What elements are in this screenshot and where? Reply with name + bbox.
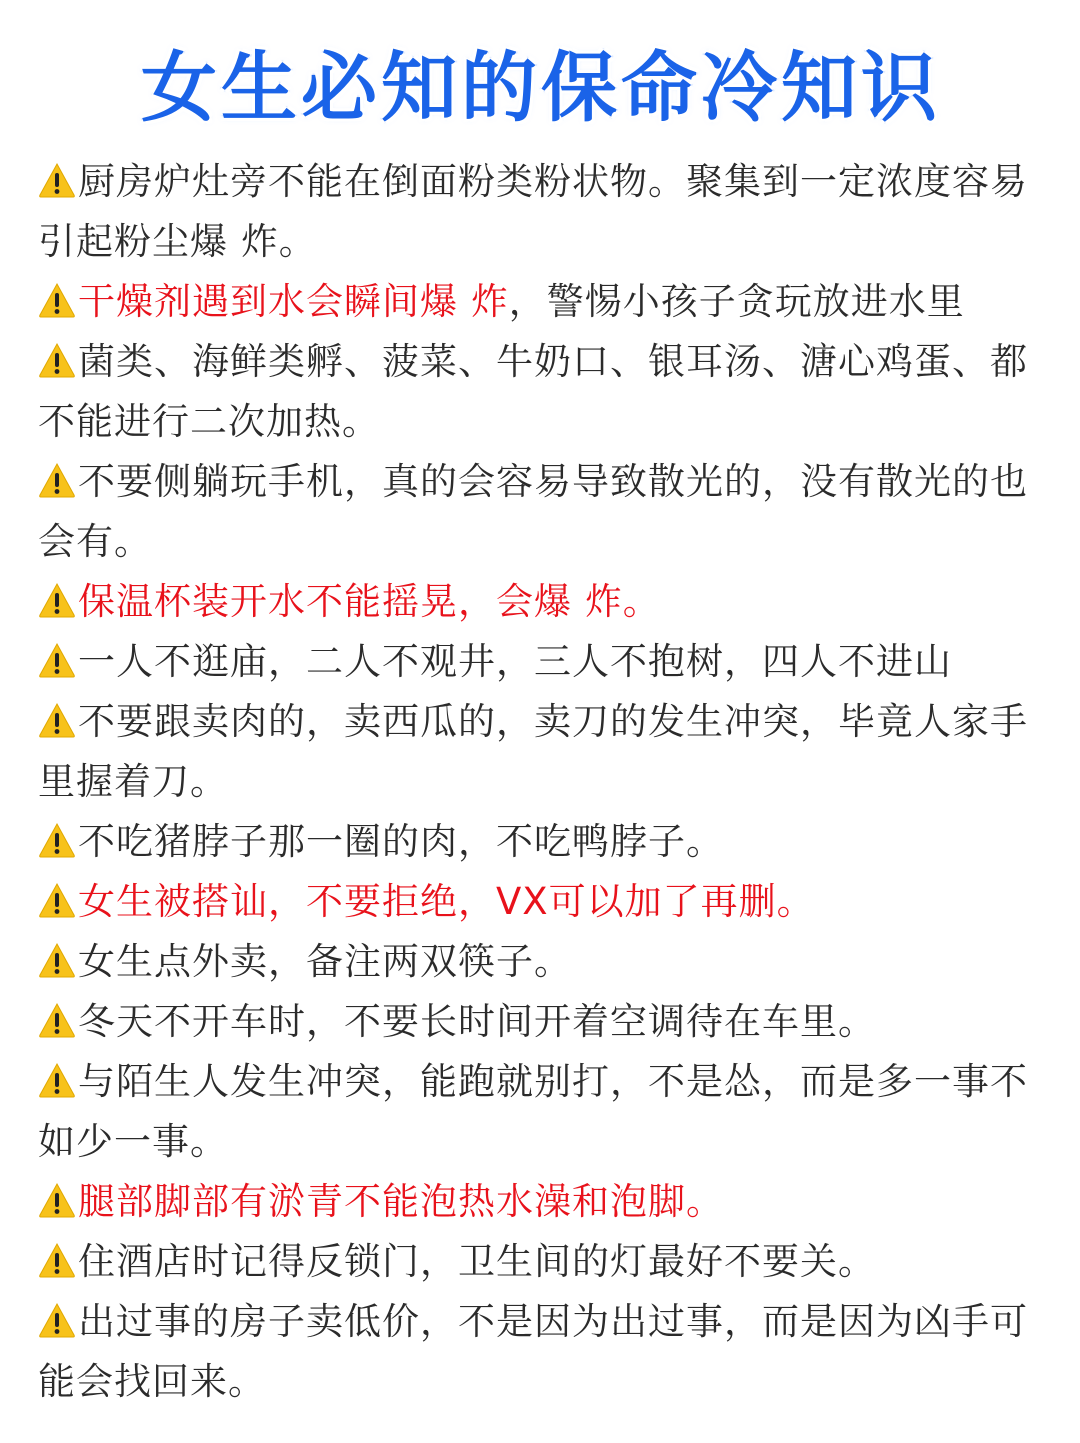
tip-item [38, 1172, 1044, 1232]
tip-item [38, 932, 1044, 992]
warning-icon [38, 462, 76, 498]
tip-item [38, 452, 1044, 572]
tip-text: 不要跟卖肉的，卖西瓜的，卖刀的发生冲突，毕竟人家手里握着刀。 [38, 700, 1028, 803]
warning-icon [38, 702, 76, 738]
tip-item [38, 1232, 1044, 1292]
tip-item [38, 152, 1044, 272]
warning-icon [38, 1242, 76, 1278]
tip-text: 冬天不开车时，不要长时间开着空调待在车里。 [78, 1000, 876, 1043]
tip-item [38, 872, 1044, 932]
tip-item [38, 332, 1044, 452]
tip-text: 腿部脚部有淤青不能泡热水澡和泡脚。 [78, 1180, 724, 1223]
tip-item [38, 1052, 1044, 1172]
warning-icon [38, 1182, 76, 1218]
warning-icon [38, 882, 76, 918]
warning-icon [38, 582, 76, 618]
warning-icon [38, 642, 76, 678]
warning-icon [38, 282, 76, 318]
tip-text: 一人不逛庙，二人不观井，三人不抱树，四人不进山 [78, 640, 952, 683]
tip-text: 女生被搭讪，不要拒绝，VX可以加了再删。 [78, 880, 815, 923]
warning-icon [38, 342, 76, 378]
tip-text-highlight: 干燥剂遇到水会瞬间爆 炸 [78, 280, 509, 323]
tip-item [38, 1292, 1044, 1412]
tip-item [38, 272, 1044, 332]
warning-icon [38, 1302, 76, 1338]
tip-text: 不吃猪脖子那一圈的肉，不吃鸭脖子。 [78, 820, 724, 863]
warning-icon [38, 822, 76, 858]
warning-icon [38, 1002, 76, 1038]
tip-text: ，警惕小孩子贪玩放进水里 [508, 280, 965, 323]
tips-list [38, 152, 1044, 1412]
tip-item [38, 812, 1044, 872]
tip-item [38, 632, 1044, 692]
tip-text: 住酒店时记得反锁门，卫生间的灯最好不要关。 [78, 1240, 876, 1283]
tip-text: 菌类、海鲜类孵、菠菜、牛奶口、银耳汤、溏心鸡蛋、都不能进行二次加热。 [38, 340, 1028, 443]
tip-item [38, 692, 1044, 812]
tip-item [38, 992, 1044, 1052]
tip-text: 厨房炉灶旁不能在倒面粉类粉状物。聚集到一定浓度容易引起粉尘爆 炸。 [38, 160, 1028, 263]
warning-icon [38, 1062, 76, 1098]
tip-text: 保温杯装开水不能摇晃，会爆 炸。 [78, 580, 661, 623]
warning-icon [38, 162, 76, 198]
tip-text: 出过事的房子卖低价，不是因为出过事，而是因为凶手可能会找回来。 [38, 1300, 1028, 1403]
tip-text: 与陌生人发生冲突，能跑就别打，不是怂，而是多一事不如少一事。 [38, 1060, 1028, 1163]
tip-item [38, 572, 1044, 632]
page-title: 女生必知的保命冷知识 [141, 43, 941, 132]
tip-text: 不要侧躺玩手机，真的会容易导致散光的，没有散光的也会有。 [38, 460, 1028, 563]
tip-text: 女生点外卖，备注两双筷子。 [78, 940, 572, 983]
warning-icon [38, 942, 76, 978]
